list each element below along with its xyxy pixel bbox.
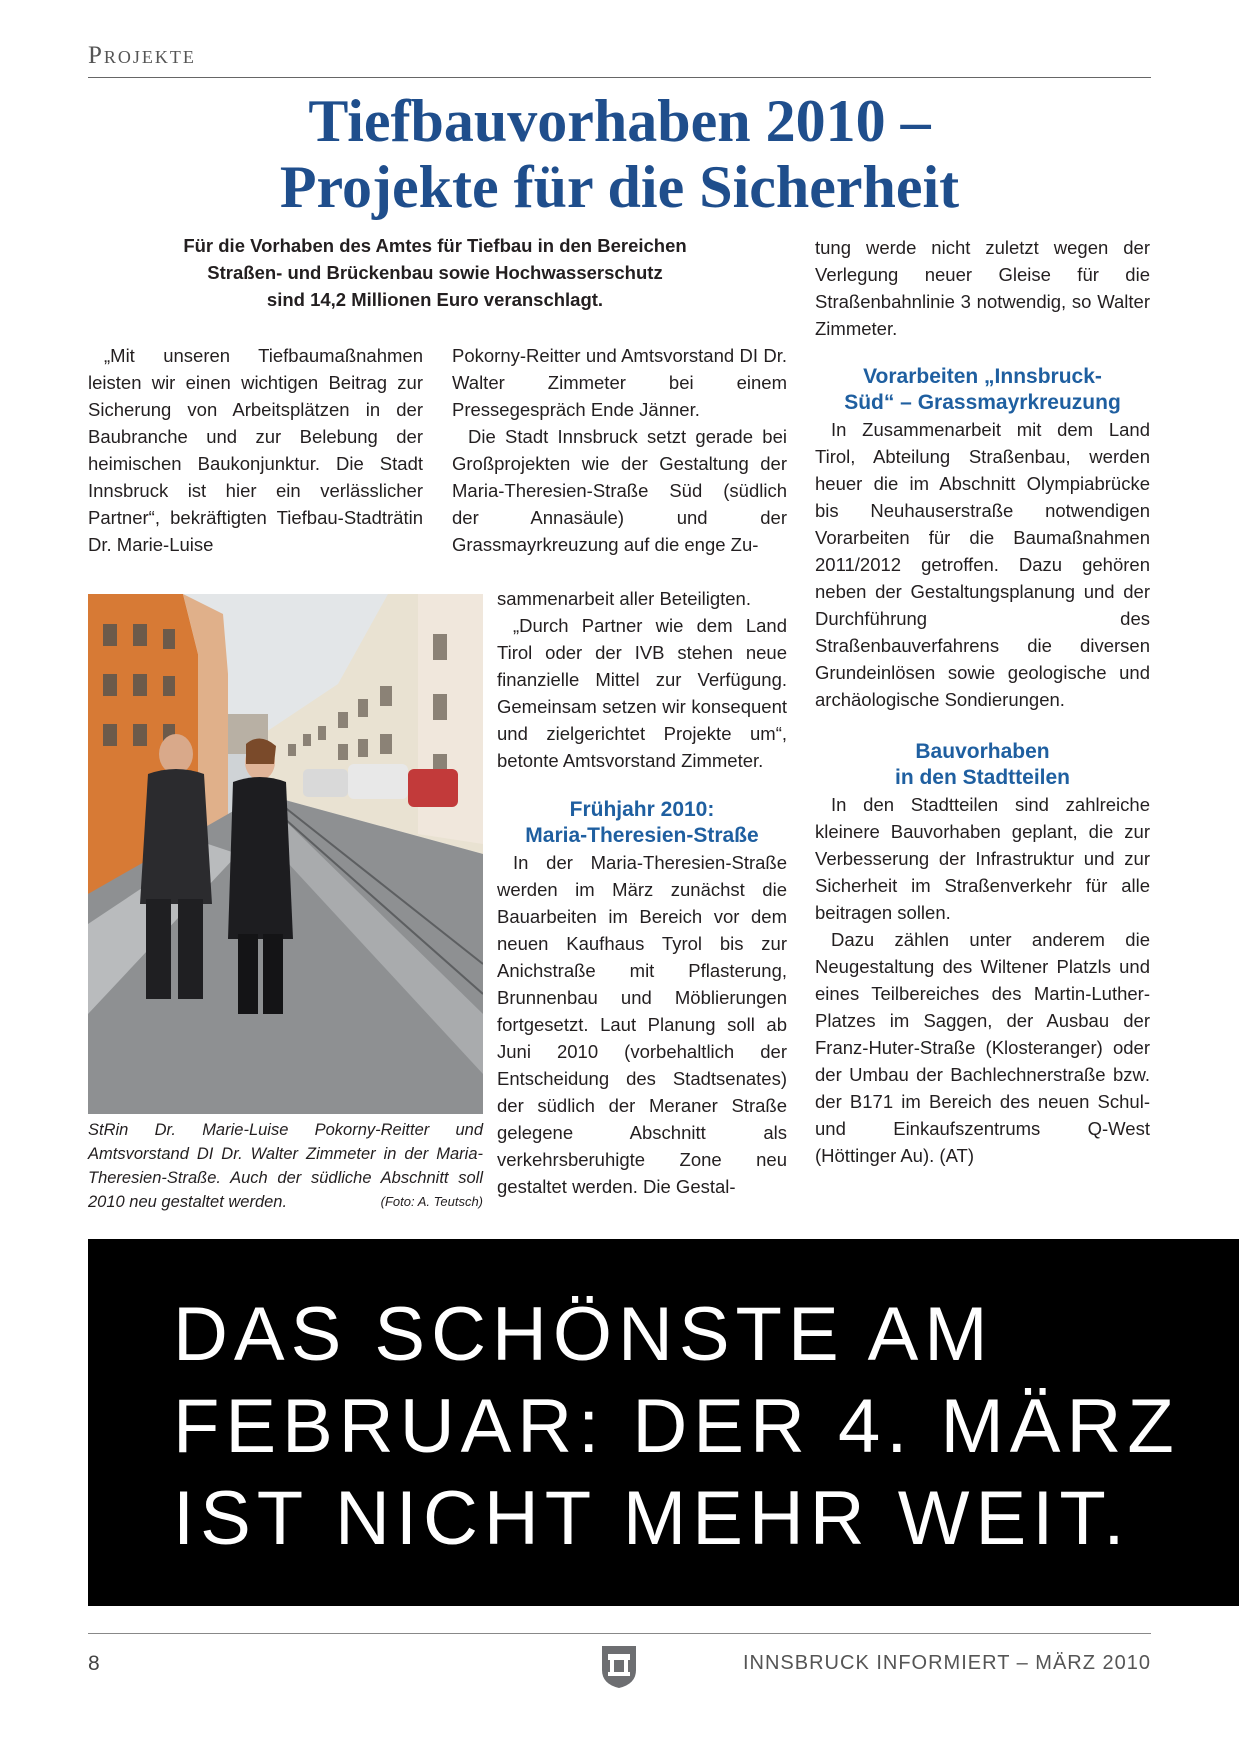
subheading-line: in den Stadtteilen: [894, 766, 1070, 789]
lead-line-3: sind 14,2 Millionen Euro veranschlagt.: [266, 289, 604, 310]
article-column-2-top: [452, 342, 787, 558]
article-paragraph: „Mit unseren Tiefbaumaßnahmen leisten wir einen wichtigen Beitrag zur Sicherung von Arbeitsplätzen in der Baubranche und zur Belebung der heimischen Baukonjunktur. Die Stadt Innsbruck ist hier ein verlässlicher Partner“, bekräftigten Tiefbau-Stadträtin Dr. Marie-Luise: [88, 345, 423, 555]
street-photo-illustration: [88, 594, 483, 1114]
publication-title: INNSBRUCK INFORMIERT – MÄRZ 2010: [742, 1652, 1151, 1674]
article-paragraph: In Zusammenarbeit mit dem Land Tirol, Abteilung Straßenbau, werden heuer die im Abschnitt Olympiabrücke bis Neuhauserstraße notwendigen Vorarbeiten für die Baumaßnahmen 2011/2012 getroffen. Dazu gehören neben der Gestaltungsplanung und der Durchführung des Straßenbauverfahrens die diversen Grundeinlösen sowie geologische und archäologische Sondierungen.: [815, 419, 1150, 710]
headline: [88, 88, 1151, 220]
article-paragraph: Die Stadt Innsbruck setzt gerade bei Großprojekten wie der Gestaltung der Maria-Theresien-Straße Süd (südlich der Annasäule) und der Grassmayrkreuzung auf die enge Zu-: [452, 426, 787, 555]
lead-line-1: Für die Vorhaben des Amtes für Tiefbau in den Bereichen: [183, 235, 687, 256]
ad-line-1: DAS SCHÖNSTE AM: [173, 1292, 994, 1377]
page-number: 8: [88, 1652, 100, 1675]
subheading-stadtteile: [815, 739, 1150, 791]
ad-text: [173, 1289, 1180, 1565]
street-photo: [88, 594, 483, 1114]
headline-line-2: Projekte für die Sicherheit: [279, 154, 960, 220]
coat-of-arms-icon: [600, 1644, 638, 1690]
subheading-maria-theresien: [497, 797, 787, 849]
article-paragraph: In der Maria-Theresien-Straße werden im März zunächst die Bauarbeiten im Bereich vor dem neuen Kaufhaus Tyrol bis zur Anichstraße mit Pflasterung, Brunnenbau und Möblierungen fortgesetzt. Laut Planung soll ab Juni 2010 (vorbehaltlich der Entscheidung des Stadtsenates) der südlich der Meraner Straße gelegene Abschnitt als verkehrsberuhigte Zone neu gestaltet werden. Die Gestal-: [497, 852, 787, 1197]
section-label: Projekte: [88, 42, 196, 69]
article-column-1: [88, 342, 423, 558]
subheading-line: Vorarbeiten „Innsbruck-: [863, 365, 1102, 388]
article-paragraph: tung werde nicht zuletzt wegen der Verlegung neuer Gleise für die Straßenbahnlinie 3 notwendig, so Walter Zimmeter.: [815, 237, 1150, 339]
advertisement-banner: [88, 1239, 1239, 1606]
article-column-3: [815, 234, 1150, 1169]
subheading-grassmayrkreuzung: [815, 364, 1150, 416]
article-paragraph: Dazu zählen unter anderem die Neugestaltung des Wiltener Platzls und eines Teilbereiches des Martin-Luther-Platzes im Saggen, der Ausbau der Franz-Huter-Straße (Klosteranger) oder der Umbau der Bachlechnerstraße bzw. der B171 im Bereich des neuen Schul- und Einkaufszentrums Q-West (Höttinger Au). (AT): [815, 929, 1150, 1166]
article-paragraph: sammenarbeit aller Beteiligten.: [497, 588, 751, 609]
headline-line-1: Tiefbauvorhaben 2010 –: [308, 88, 931, 154]
lead-paragraph: [120, 232, 750, 313]
photo-caption: [88, 1118, 483, 1214]
subheading-line: Frühjahr 2010:: [569, 798, 715, 821]
ad-line-2: FEBRUAR: DER 4. MÄRZ: [173, 1384, 1180, 1469]
article-paragraph: Pokorny-Reitter und Amtsvorstand DI Dr. Walter Zimmeter bei einem Pressegespräch Ende Jänner.: [452, 345, 787, 420]
article-column-2-bottom: [497, 585, 787, 1200]
photo-credit: (Foto: A. Teutsch): [380, 1194, 483, 1209]
subheading-line: Maria-Theresien-Straße: [525, 824, 759, 847]
subheading-line: Bauvorhaben: [915, 740, 1050, 763]
ad-line-3: IST NICHT MEHR WEIT.: [173, 1476, 1131, 1561]
lead-line-2: Straßen- und Brückenbau sowie Hochwasserschutz: [207, 262, 663, 283]
article-paragraph: „Durch Partner wie dem Land Tirol oder der IVB stehen neue finanzielle Mittel zur Verfügung. Gemeinsam setzen wir konsequent und zielgerichtet Projekte um“, betonte Amtsvorstand Zimmeter.: [497, 615, 787, 771]
caption-text: StRin Dr. Marie-Luise Pokorny-Reitter und Amtsvorstand DI Dr. Walter Zimmeter in der Maria-Theresien-Straße. Auch der südliche Abschnitt soll 2010 neu gestaltet werden.: [88, 1121, 483, 1211]
header-rule: [88, 77, 1151, 78]
article-paragraph: In den Stadtteilen sind zahlreiche kleinere Bauvorhaben geplant, die zur Verbesserung der Infrastruktur und zur Sicherheit im Straßenverkehr für alle beitragen sollen.: [815, 794, 1150, 923]
footer-rule: [88, 1633, 1151, 1634]
subheading-line: Süd“ – Grassmayrkreuzung: [844, 391, 1121, 414]
